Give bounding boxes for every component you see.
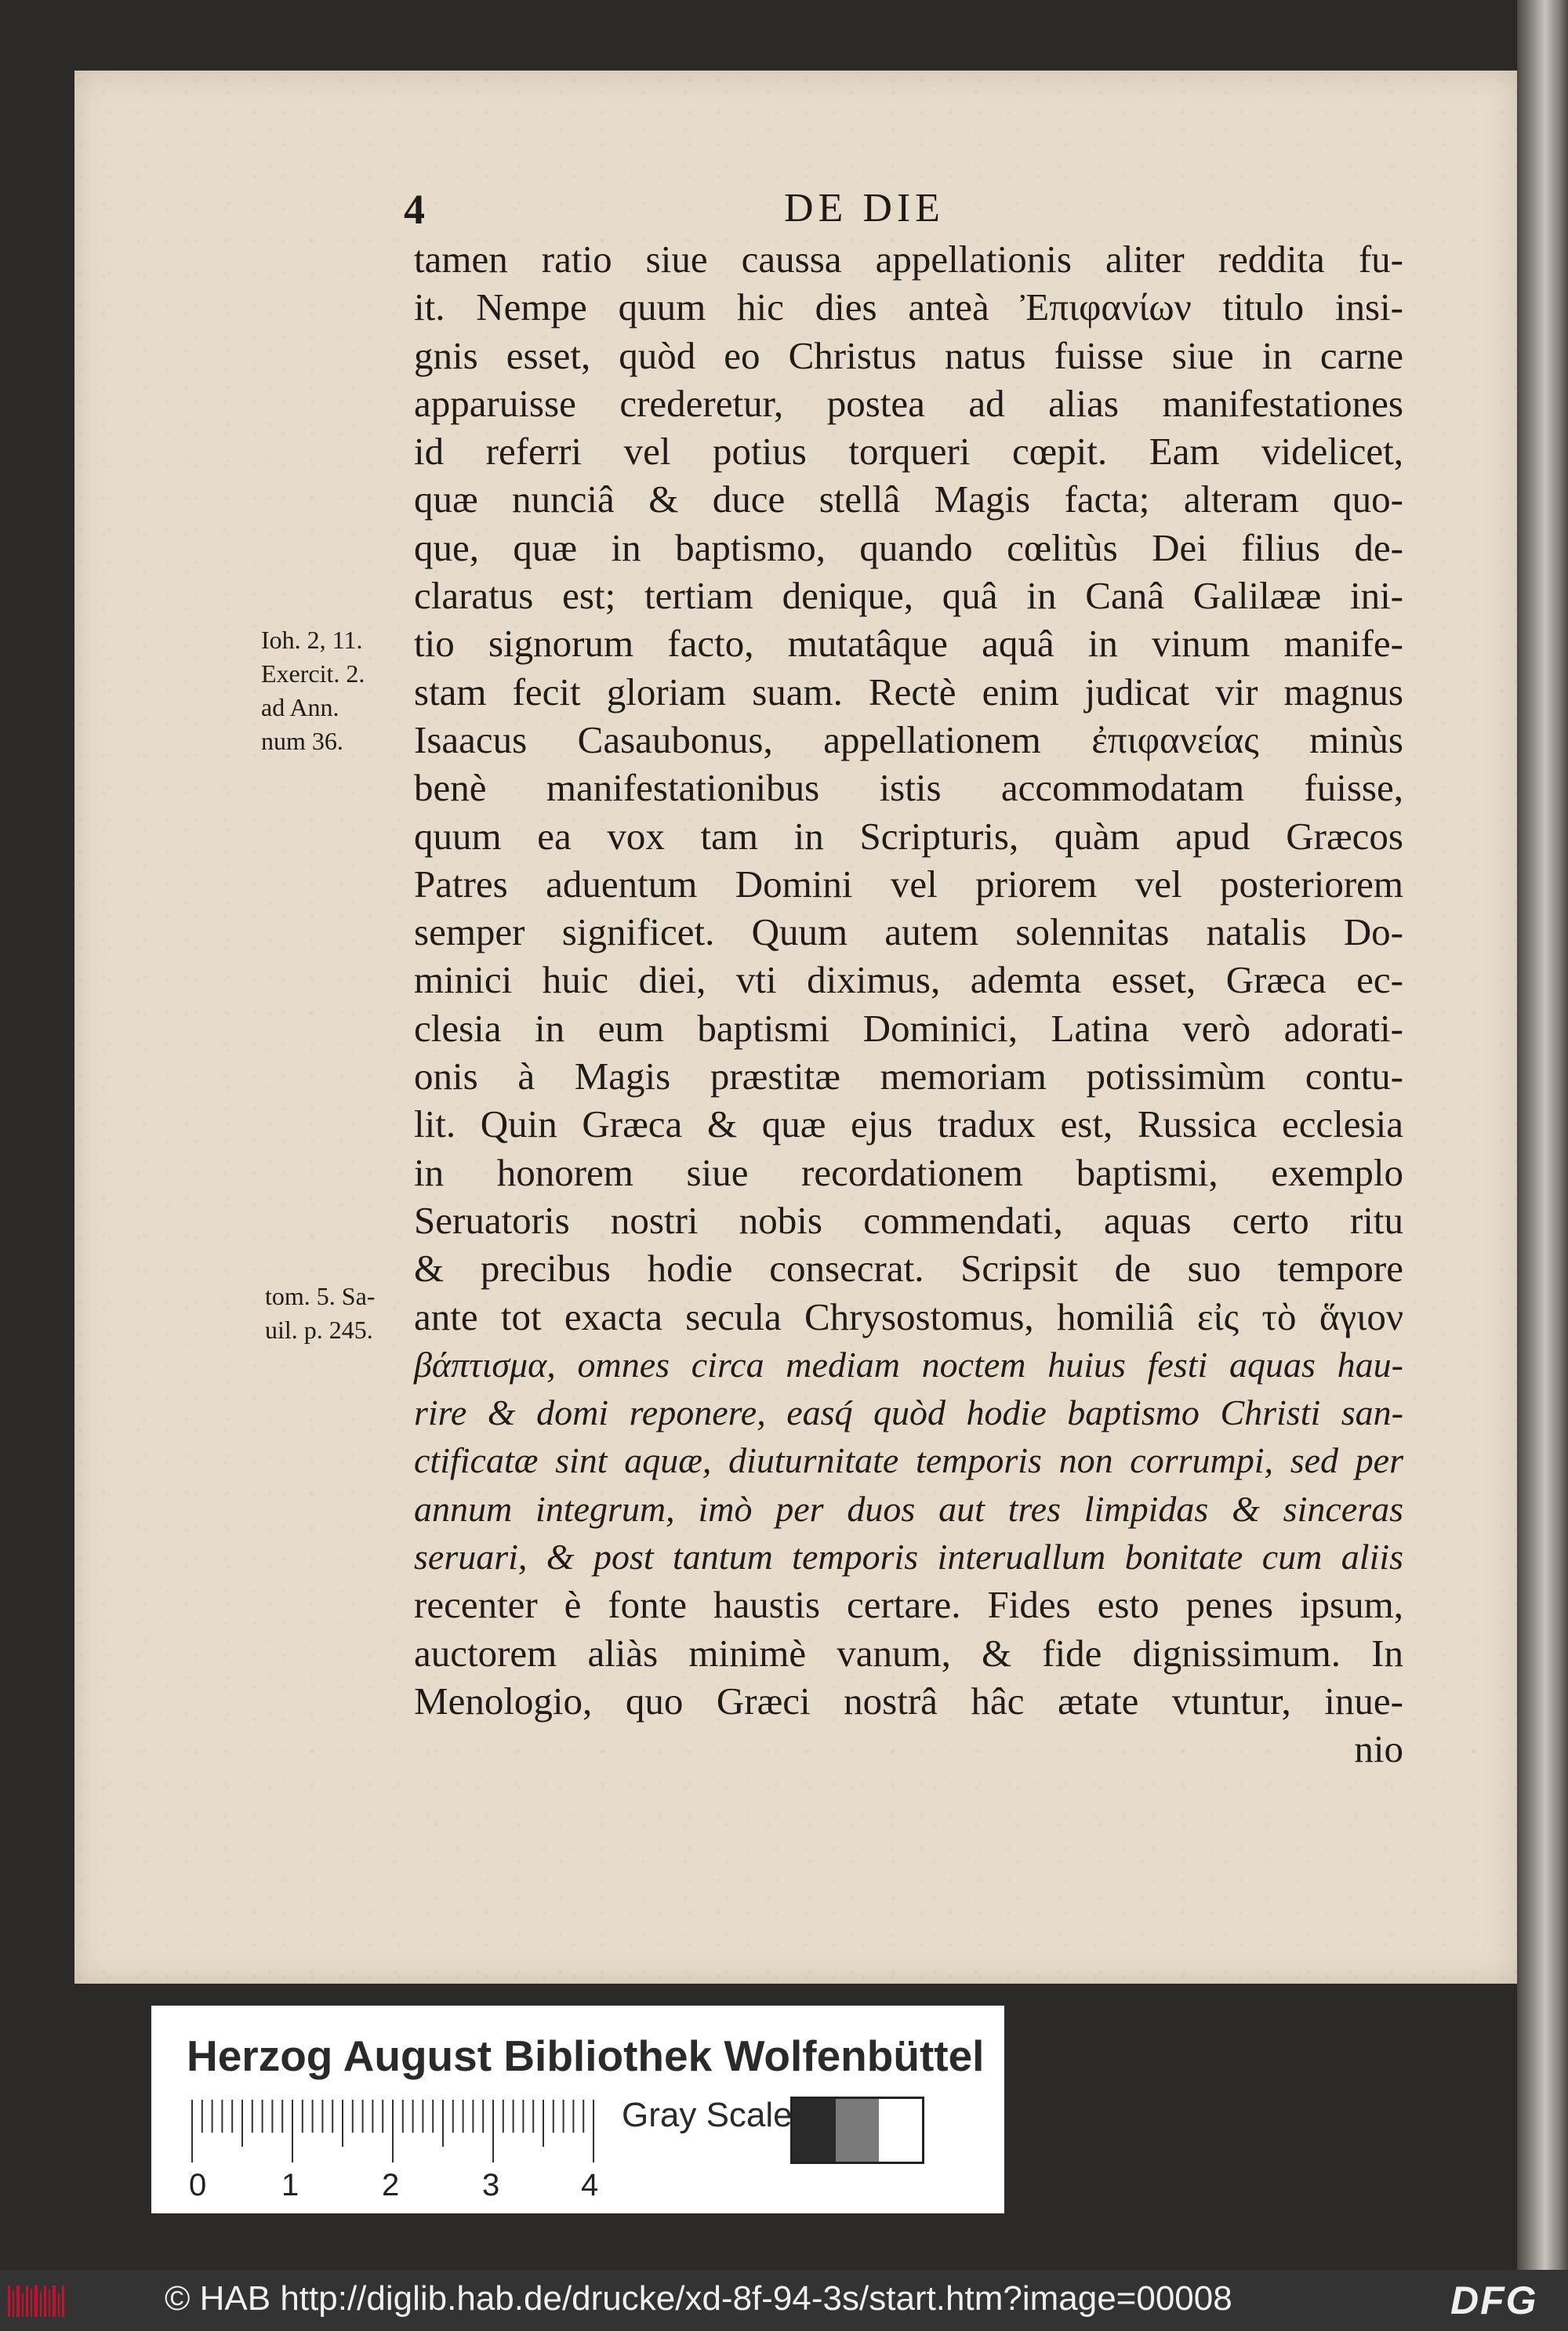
barcode-icon: [6, 2282, 66, 2320]
text-line-italic: ctificatæ sint aquæ, diuturnitate temporis non corrumpi, sed per: [414, 1440, 1403, 1481]
text-line: in honorem siue recordationem baptismi, exemplo: [414, 1150, 1403, 1194]
body-text: [414, 235, 1403, 1774]
text-line: tio signorum facto, mutatâque aquâ in vinum manife-: [414, 622, 1403, 666]
text-line: Seruatoris nostri nobis commendati, aquas certo ritu: [414, 1198, 1403, 1242]
library-name: Herzog August Bibliothek Wolfenbüttel: [187, 2031, 985, 2080]
text-line: claratus est; tertiam denique, quâ in Canâ Galilææ ini-: [414, 574, 1403, 618]
text-line: gnis esset, quòd eo Christus natus fuisse siue in carne: [414, 333, 1403, 377]
scale-ruler: [189, 2093, 597, 2203]
copyright-link-text: © HAB http://diglib.hab.de/drucke/xd-8f-94-3s/start.htm?image=00008: [165, 2279, 1232, 2318]
text-line: que, quæ in baptismo, quando cœlitùs Dei filius de-: [414, 525, 1403, 569]
marginal-note-line: Exercit. 2.: [261, 659, 365, 688]
marginal-note-line: tom. 5. Sa-: [265, 1282, 376, 1310]
text-line: Isaacus Casaubonus, appellationem ἐπιφανείας minùs: [414, 717, 1403, 761]
text-line: tamen ratio siue caussa appellationis aliter reddita fu-: [414, 238, 1403, 281]
text-line: onis à Magis præstitæ memoriam potissimùm contu-: [414, 1055, 1403, 1098]
text-line-italic: βάπτισμα, omnes circa mediam noctem huius festi aquas hau-: [414, 1344, 1403, 1385]
marginal-note-line: Ioh. 2, 11.: [261, 626, 363, 654]
marginal-note: [265, 1280, 375, 1347]
text-line: it. Nempe quum hic dies anteà Ἐπιφανίων titulo insi-: [414, 285, 1403, 329]
ruler-number: 0: [189, 2168, 207, 2202]
running-head: [404, 185, 1399, 240]
library-color-target: [151, 2006, 1004, 2213]
catchword: nio: [1354, 1727, 1403, 1771]
gray-scale-swatches: [790, 2097, 924, 2164]
text-line: minici huic diei, vti diximus, ademta esset, Græca ec-: [414, 958, 1403, 1002]
gray-scale-label: Gray Scale: [622, 2096, 793, 2134]
ruler-number: 4: [581, 2168, 599, 2202]
footer-bar: [0, 2270, 1568, 2331]
ruler-number: 2: [382, 2168, 400, 2202]
text-line-italic: rire & domi reponere, easq́ quòd hodie baptismo Christi san-: [414, 1392, 1403, 1433]
text-line: apparuisse crederetur, postea ad alias manifestationes: [414, 381, 1403, 425]
text-line-italic: seruari, & post tantum temporis interuallum bonitate cum aliis: [414, 1537, 1403, 1578]
text-line: Patres aduentum Domini vel priorem vel posteriorem: [414, 862, 1403, 906]
ruler-number: 1: [281, 2168, 299, 2202]
page-number: 4: [404, 186, 425, 233]
text-line: id referri vel potius torqueri cœpit. Eam videlicet,: [414, 430, 1403, 474]
text-line: recenter è fonte haustis certare. Fides esto penes ipsum,: [414, 1583, 1403, 1627]
text-line: clesia in eum baptismi Dominici, Latina verò adorati-: [414, 1006, 1403, 1050]
text-line: benè manifestationibus istis accommodatam fuisse,: [414, 766, 1403, 810]
gray-swatch-light: [879, 2099, 922, 2162]
text-line: Menologio, quo Græci nostrâ hâc ætate vtuntur, inue-: [414, 1679, 1403, 1723]
text-line: auctorem aliàs minimè vanum, & fide dignissimum. In: [414, 1631, 1403, 1675]
marginal-note-line: ad Ann.: [261, 693, 339, 721]
text-line: quum ea vox tam in Scripturis, quàm apud Græcos: [414, 814, 1403, 858]
adjacent-book-edge: [1517, 0, 1568, 2297]
text-line: ante tot exacta secula Chrysostomus, homiliâ εἰς τὸ ἅγιον: [414, 1294, 1403, 1338]
text-line: & precibus hodie consecrat. Scripsit de suo tempore: [414, 1247, 1403, 1291]
text-line-italic: annum integrum, imò per duos aut tres limpidas & sinceras: [414, 1488, 1403, 1529]
marginal-note: [261, 623, 365, 758]
running-title: DE DIE: [784, 186, 945, 231]
text-line: stam fecit gloriam suam. Rectè enim judicat vir magnus: [414, 670, 1403, 713]
marginal-note-line: uil. p. 245.: [265, 1316, 373, 1344]
marginal-note-line: num 36.: [261, 727, 343, 755]
text-line: semper significet. Quum autem solennitas natalis Do-: [414, 910, 1403, 954]
gray-swatch-dark: [793, 2099, 836, 2162]
dfg-logo: DFG: [1450, 2278, 1538, 2322]
ruler-number: 3: [482, 2168, 500, 2202]
text-line: quæ nunciâ & duce stellâ Magis facta; alteram quo-: [414, 477, 1403, 521]
gray-swatch-mid: [836, 2099, 879, 2162]
text-line: lit. Quin Græca & quæ ejus tradux est, Russica ecclesia: [414, 1102, 1403, 1146]
